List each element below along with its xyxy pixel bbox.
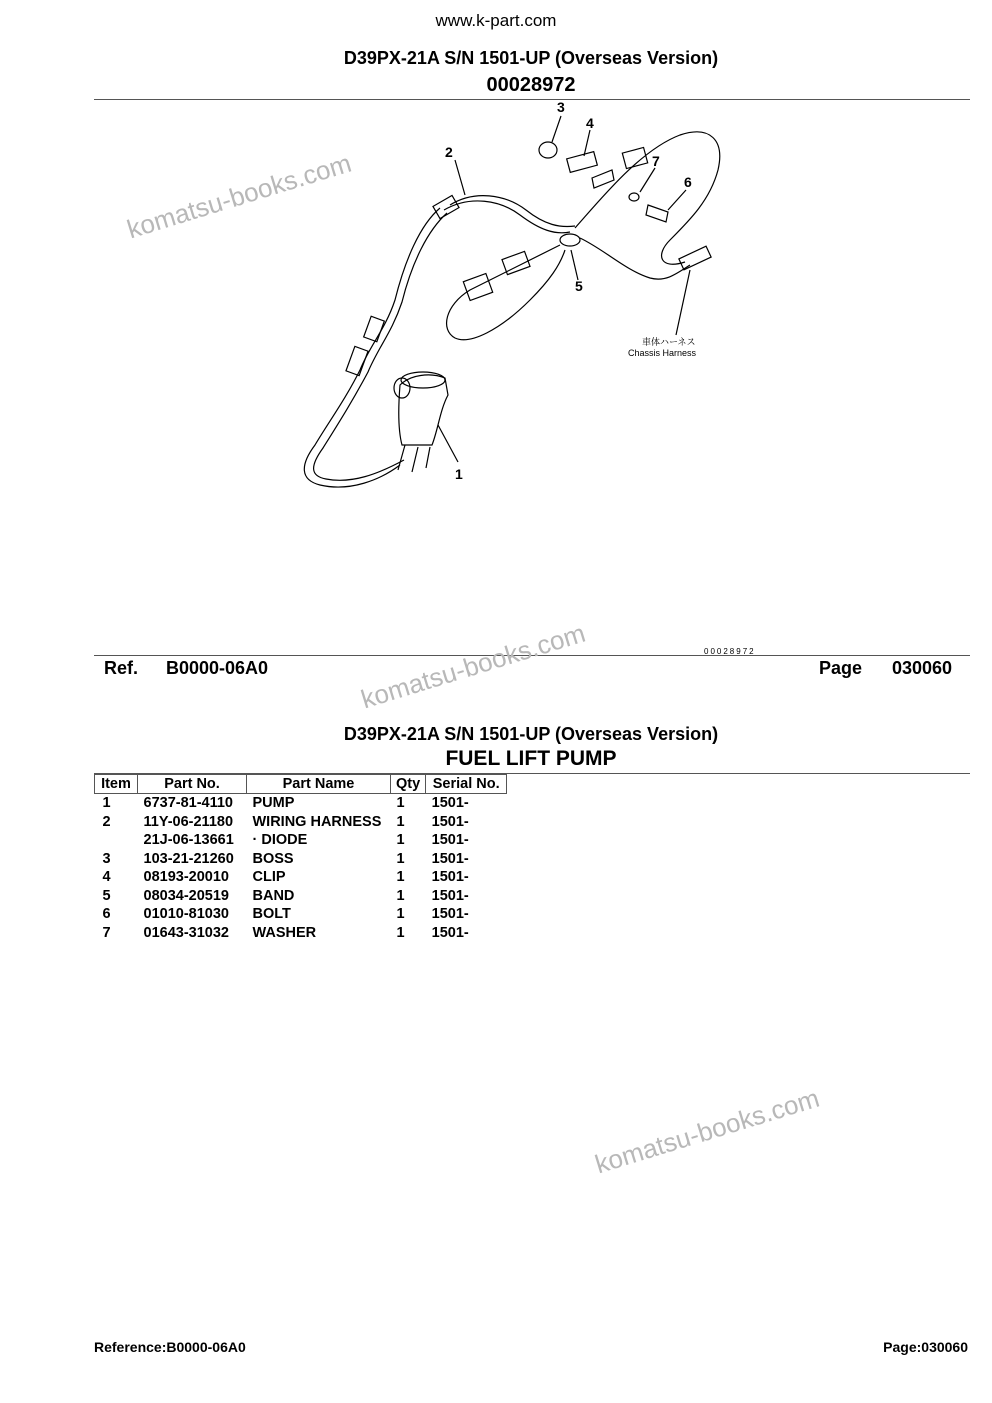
serial-cell: 1501- xyxy=(431,924,469,941)
part-name-cell: WIRING HARNESS xyxy=(252,813,382,830)
part-name-cell: · DIODE xyxy=(252,832,308,849)
part-name-cell: BOLT xyxy=(252,906,291,923)
page-label: Page xyxy=(819,658,863,678)
item-cell: 6 xyxy=(102,906,111,923)
part-name-cell: BOSS xyxy=(252,850,294,867)
qty-cell: 1 xyxy=(396,887,405,904)
part-name-cell: BAND xyxy=(252,887,295,904)
table-row xyxy=(95,850,507,869)
part-no-cell: 08193-20010 xyxy=(143,869,229,886)
watermark-2: komatsu-books.com xyxy=(357,617,589,715)
footer-page: Page:030060 xyxy=(883,1339,968,1355)
page-value: 030060 xyxy=(892,658,953,678)
part-no-cell: 103-21-21260 xyxy=(143,850,234,867)
watermark-1: komatsu-books.com xyxy=(123,147,355,245)
callout-6: 6 xyxy=(684,174,692,190)
serial-cell: 1501- xyxy=(431,813,469,830)
item-cell: 1 xyxy=(102,795,111,812)
ref-value: B0000-06A0 xyxy=(166,658,269,678)
item-cell: 2 xyxy=(102,813,111,830)
part-name-cell: CLIP xyxy=(252,869,286,886)
callout-5: 5 xyxy=(575,278,583,294)
qty-cell: 1 xyxy=(396,832,405,849)
qty-cell: 1 xyxy=(396,850,405,867)
part-name-cell: WASHER xyxy=(252,924,317,941)
part-no-cell: 08034-20519 xyxy=(143,887,229,904)
callout-3: 3 xyxy=(557,99,565,115)
serial-cell: 1501- xyxy=(431,795,469,812)
part-no-cell: 01010-81030 xyxy=(143,906,229,923)
header-serial-no: Serial No. xyxy=(426,775,507,794)
part-no-cell: 6737-81-4110 xyxy=(143,795,233,812)
item-cell: 7 xyxy=(102,924,111,941)
item-cell: 5 xyxy=(102,887,111,904)
table-row xyxy=(95,887,507,906)
section-title: FUEL LIFT PUMP xyxy=(445,747,617,770)
table-row xyxy=(95,905,507,924)
header-qty: Qty xyxy=(391,775,426,794)
table-row xyxy=(95,868,507,887)
qty-cell: 1 xyxy=(396,795,405,812)
callout-4: 4 xyxy=(586,115,594,131)
qty-cell: 1 xyxy=(396,906,405,923)
watermark-3: komatsu-books.com xyxy=(591,1082,823,1180)
header-part-no: Part No. xyxy=(138,775,247,794)
parts-diagram xyxy=(0,0,992,660)
qty-cell: 1 xyxy=(396,924,405,941)
serial-cell: 1501- xyxy=(431,887,469,904)
table-row xyxy=(95,813,507,832)
callout-7: 7 xyxy=(652,153,660,169)
table-row xyxy=(95,831,507,850)
footer-reference: Reference:B0000-06A0 xyxy=(94,1339,246,1355)
callout-1: 1 xyxy=(455,466,463,482)
chassis-harness-label-jp: 車体ハーネス xyxy=(642,337,696,347)
parts-table xyxy=(94,774,507,942)
section-model-title: D39PX-21A S/N 1501-UP (Overseas Version) xyxy=(343,724,719,744)
qty-cell: 1 xyxy=(396,813,405,830)
model-title: D39PX-21A S/N 1501-UP (Overseas Version) xyxy=(343,48,719,68)
figure-code: 00028972 xyxy=(704,647,756,656)
table-row xyxy=(95,794,507,813)
callout-2: 2 xyxy=(445,144,453,160)
doc-number: 00028972 xyxy=(486,74,576,96)
chassis-harness-label-en: Chassis Harness xyxy=(628,348,697,358)
site-url: www.k-part.com xyxy=(435,11,557,30)
header-item: Item xyxy=(95,775,138,794)
serial-cell: 1501- xyxy=(431,869,469,886)
part-name-cell: PUMP xyxy=(252,795,295,812)
serial-cell: 1501- xyxy=(431,850,469,867)
table-header-row xyxy=(95,775,507,794)
part-no-cell: 01643-31032 xyxy=(143,924,229,941)
header-part-name: Part Name xyxy=(247,775,391,794)
item-cell: 4 xyxy=(102,869,111,886)
serial-cell: 1501- xyxy=(431,906,469,923)
item-cell: 3 xyxy=(102,850,111,867)
part-no-cell: 21J-06-13661 xyxy=(143,832,234,849)
ref-label: Ref. xyxy=(104,658,139,678)
qty-cell: 1 xyxy=(396,869,405,886)
table-row xyxy=(95,924,507,943)
part-no-cell: 11Y-06-21180 xyxy=(143,813,234,830)
item-cell xyxy=(95,831,138,850)
serial-cell: 1501- xyxy=(431,832,469,849)
